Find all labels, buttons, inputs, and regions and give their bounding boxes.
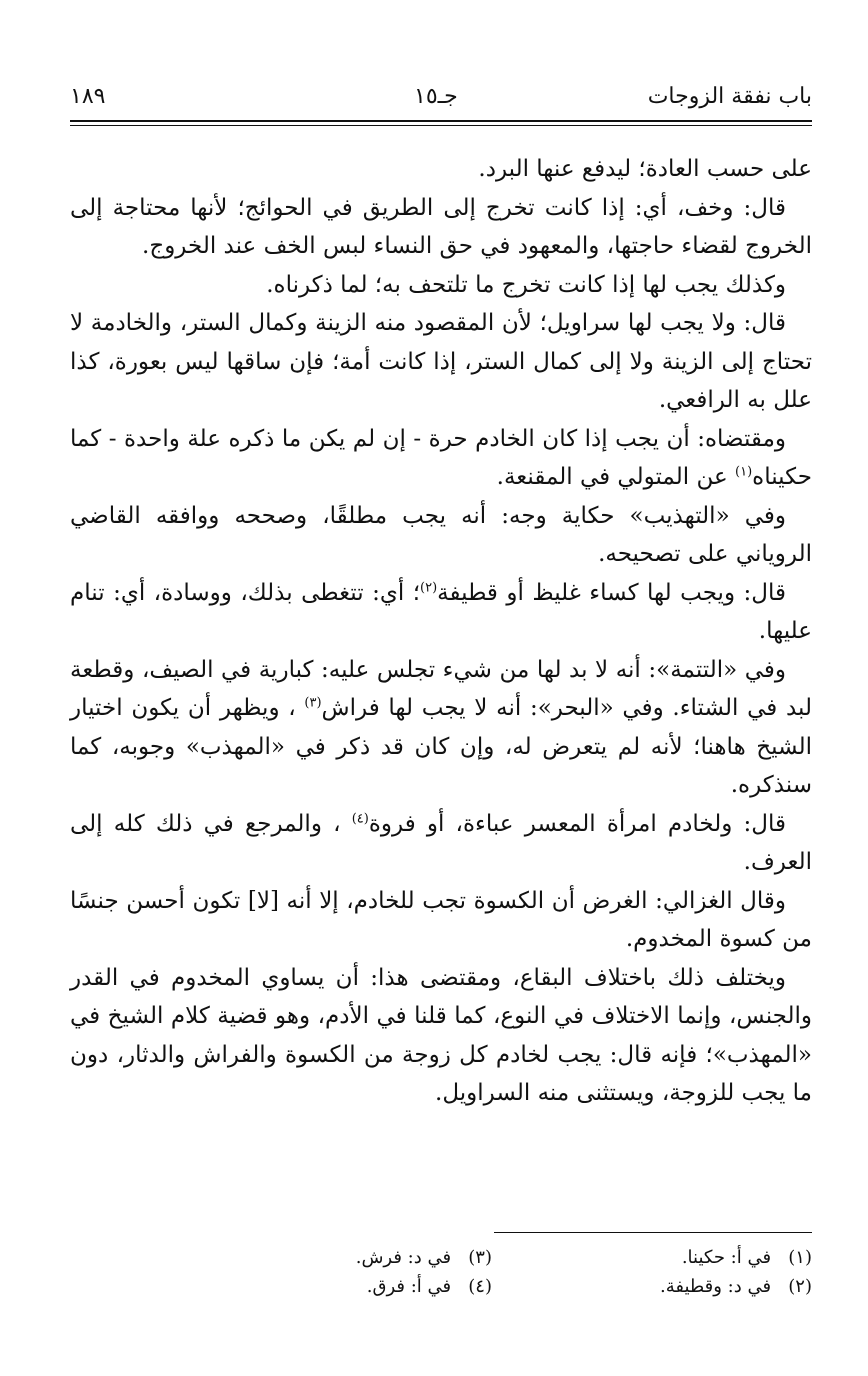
header-rule-thin: [70, 125, 812, 126]
body-text: [70, 150, 812, 1113]
footnote: [242, 1272, 492, 1301]
footnote-marker: (٣): [304, 695, 322, 711]
chapter-title: باب نفقة الزوجات: [647, 84, 812, 109]
footnote-number: (١): [788, 1247, 812, 1268]
footnote-marker: (١): [735, 464, 753, 480]
paragraph: قال: ولا يجب لها سراويل؛ لأن المقصود منه الزينة وكمال الستر، والخادمة لا تحتاج إلى الزينة ولا إلى كمال الستر، إذا كانت أمة؛ فإن ساقها ليس بعورة، كذا علل به الرافعي.: [70, 310, 812, 413]
footnote-text: في أ: فرق.: [366, 1276, 452, 1297]
footnote-text: في أ: حكينا.: [681, 1247, 772, 1268]
paragraph: وقال الغزالي: الغرض أن الكسوة تجب للخادم، إلا أنه [لا] تكون أحسن جنسًا من كسوة المخدوم.: [70, 887, 812, 952]
paragraph: ويختلف ذلك باختلاف البقاع، ومقتضى هذا: أن يساوي المخدوم في القدر والجنس، وإنما الاختلاف في النوع، كما قلنا في الأدم، وهو قضية كلام الشيخ في «المهذب»؛ فإنه قال: يجب لخادم كل زوجة من الكسوة والفراش والدثار، دون ما يجب للزوجة، ويستثنى منه السراويل.: [70, 964, 812, 1106]
footnote-column: [242, 1243, 492, 1301]
page-number: ١٨٩: [70, 84, 106, 109]
header-rule-thick: [70, 120, 812, 122]
paragraph: [70, 574, 812, 651]
paragraph: وكذلك يجب لها إذا كانت تخرج ما تلتحف به؛ لما ذكرناه.: [266, 271, 786, 298]
footnote-marker: (٤): [351, 810, 369, 826]
footnote: [562, 1272, 812, 1301]
footnote-number: (٢): [788, 1276, 812, 1297]
paragraph: [70, 805, 812, 882]
footnote: [562, 1243, 812, 1272]
footnote: [242, 1243, 492, 1272]
footnote-number: (٤): [468, 1276, 492, 1297]
footnote-text: في د: فرش.: [355, 1247, 452, 1268]
paragraph: [70, 420, 812, 497]
paragraph-text: ؛ أي: تتغطى بذلك، ووسادة، أي: تنام عليها.: [70, 579, 812, 644]
paragraph-text: ، ويظهر أن يكون اختيار الشيخ هاهنا؛ لأنه لم يتعرض له، وإن كان قد ذكر في «المهذب» وجوبه، كما سنذكره.: [70, 695, 812, 798]
footnote-number: (٣): [468, 1247, 492, 1268]
footnote-column: [562, 1243, 812, 1301]
footnote-text: في د: وقطيفة.: [659, 1276, 772, 1297]
volume-number: جـ١٥: [414, 84, 458, 109]
paragraph-text: قال: ويجب لها كساء غليظ أو قطيفة: [437, 579, 786, 606]
paragraph-text: ومقتضاه: أن يجب إذا كان الخادم حرة - إن لم يكن ما ذكره علة واحدة - كما حكيناه: [70, 425, 812, 490]
paragraph: وفي «التهذيب» حكاية وجه: أنه يجب مطلقًا، وصححه ووافقه القاضي الروياني على تصحيحه.: [70, 502, 812, 567]
paragraph: قال: وخف، أي: إذا كانت تخرج إلى الطريق في الحوائج؛ لأنها محتاجة إلى الخروج لقضاء حاجتها، والمعهود في حق النساء لبس الخف عند الخروج.: [70, 194, 812, 259]
paragraph: على حسب العادة؛ ليدفع عنها البرد.: [478, 156, 812, 182]
footnote-marker: (٢): [420, 579, 438, 595]
paragraph: [70, 651, 812, 805]
paragraph-text: قال: ولخادم امرأة المعسر عباءة، أو فروة: [368, 810, 786, 837]
footnote-rule: [494, 1232, 812, 1233]
running-header: [70, 84, 812, 118]
paragraph-text: ، والمرجع في ذلك كله إلى العرف.: [70, 810, 812, 875]
paragraph-text: وفي «التتمة»: أنه لا بد لها من شيء تجلس عليه: كبارية في الصيف، وقطعة لبد في الشتاء. وفي «البحر»: أنه لا يجب لها فراش: [70, 656, 812, 721]
paragraph-text: عن المتولي في المقنعة.: [496, 464, 735, 490]
